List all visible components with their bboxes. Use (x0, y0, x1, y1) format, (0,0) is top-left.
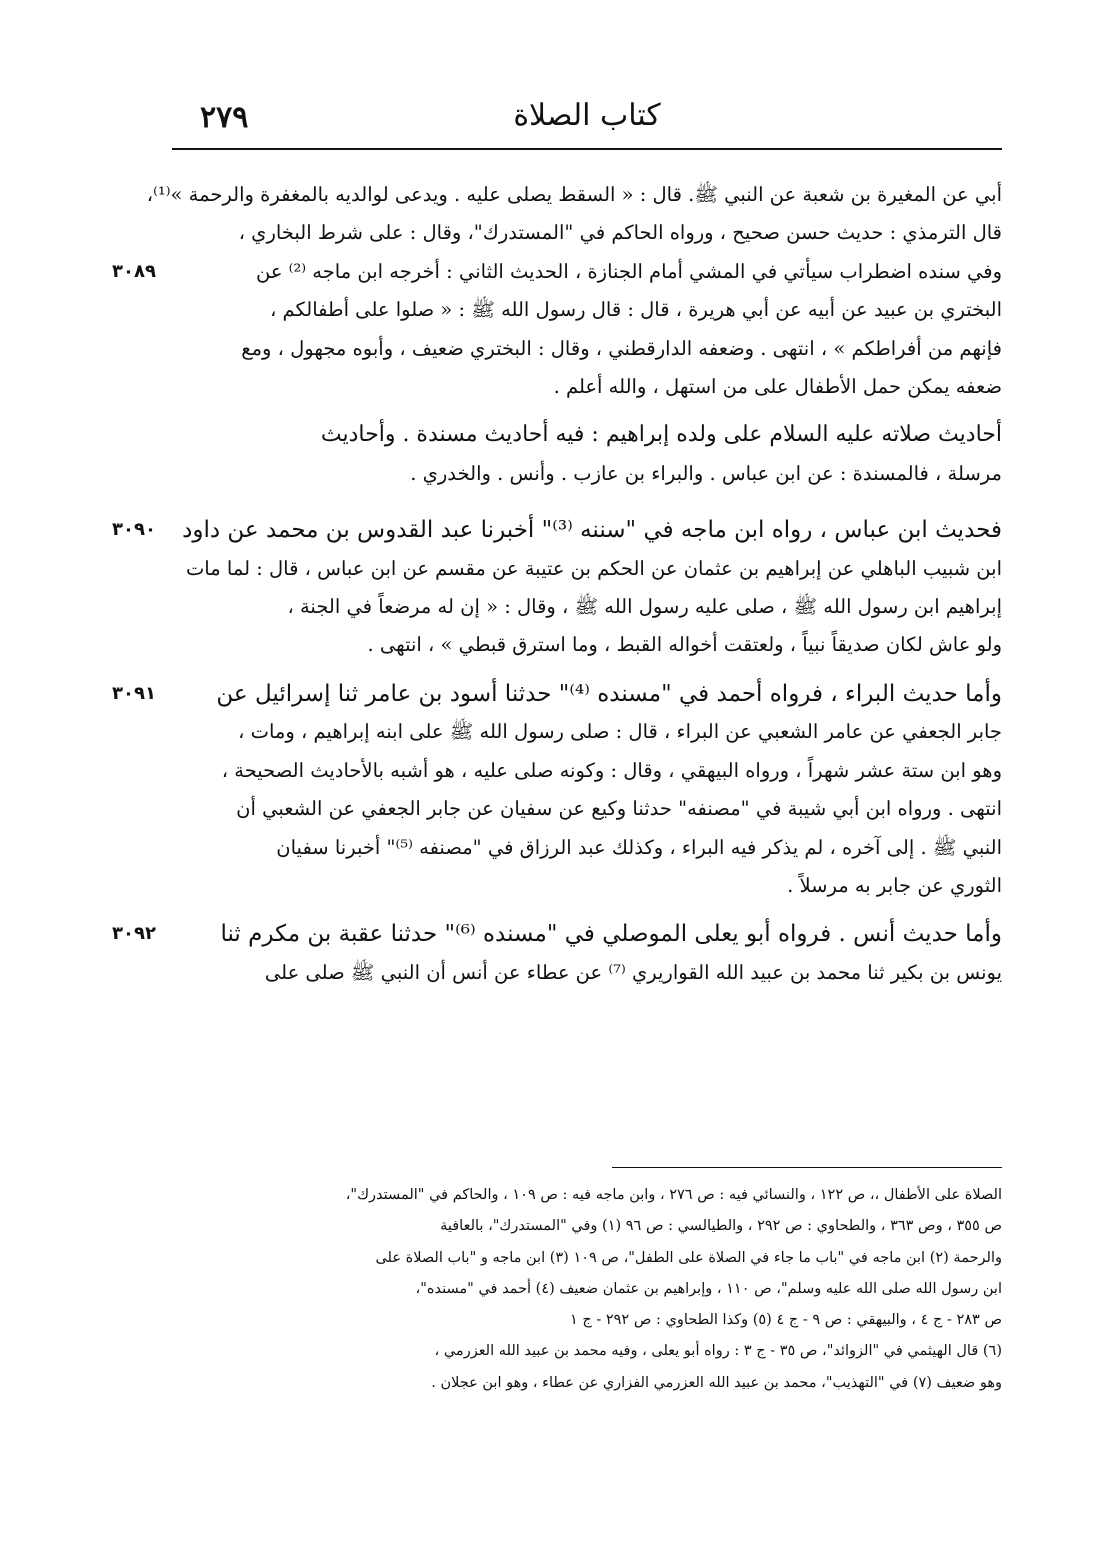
text-line: النبي ﷺ . إلى آخره ، لم يذكر فيه البراء ، وكذلك عبد الرزاق في "مصنفه ⁽⁵⁾" أخبرنا سفيان (276, 835, 1002, 859)
hadith-number: ٣٠٩٢ (112, 923, 156, 945)
paragraph-hadith-anas (112, 915, 1002, 992)
page-number: ٢٧٩ (200, 100, 249, 135)
footnote-line: وهو ضعيف (٧) في "التهذيب"، محمد بن عبيد الله العزرمي الفزاري عن عطاء ، وهو ابن عجلان . (431, 1374, 1002, 1391)
text-line: إبراهيم ابن رسول الله ﷺ ، صلى عليه رسول الله ﷺ ، وقال : « إن له مرضعاً في الجنة ، (287, 595, 1002, 619)
text-line: ولو عاش لكان صديقاً نبياً ، ولعتقت أخواله القبط ، وما استرق قبطي » ، انتهى . (367, 633, 1002, 657)
paragraph-hadith-bara (112, 675, 1002, 905)
footnote-line: والرحمة (٢) ابن ماجه في "باب ما جاء في الصلاة على الطفل"، ص ١٠٩ (٣) ابن ماجه و "باب الصلاة على (375, 1249, 1002, 1266)
text-line: الثوري عن جابر به مرسلاً . (787, 873, 1002, 897)
hadith-number: ٣٠٩٠ (112, 519, 156, 541)
text-line: جابر الجعفي عن عامر الشعبي عن البراء ، قال : صلى رسول الله ﷺ على ابنه إبراهيم ، ومات ، (238, 720, 1002, 744)
footnote-line: ص ٢٨٣ - ج ٤ ، والبيهقي : ص ٩ - ج ٤ (٥) وكذا الطحاوي : ص ٢٩٢ - ج ١ (569, 1312, 1002, 1329)
footnote-line: ص ٣٥٥ ، وص ٣٦٣ ، والطحاوي : ص ٢٩٢ ، والطيالسي : ص ٩٦ (١) وفي "المستدرك"، بالعافية (440, 1218, 1002, 1235)
text-line: ابن شبيب الباهلي عن إبراهيم بن عثمان عن الحكم بن عتيبة عن مقسم عن ابن عباس ، قال : لما مات (185, 556, 1002, 580)
running-title: كتاب الصلاة (513, 98, 661, 133)
text-line: انتهى . ورواه ابن أبي شيبة في "مصنفه" حدثنا وكيع عن سفيان عن جابر الجعفي عن الشعبي أن (236, 797, 1002, 821)
text-line: مرسلة ، فالمسندة : عن ابن عباس . والبراء بن عازب . وأنس . والخدري . (410, 461, 1002, 485)
text-line: ضعفه يمكن حمل الأطفال على من استهل ، والله أعلم . (553, 375, 1002, 399)
text-line: فإنهم من أفراطكم » ، انتهى . وضعفه الدارقطني ، وقال : البختري ضعيف ، وأبوه مجهول ، ومع (241, 336, 1002, 360)
text-line: وفي سنده اضطراب سيأتي في المشي أمام الجنازة ، الحديث الثاني : أخرجه ابن ماجه ⁽²⁾ عن (255, 259, 1002, 283)
text-line: البختري بن عبيد عن أبيه عن أبي هريرة ، قال : قال رسول الله ﷺ : « صلوا على أطفالكم ، (270, 298, 1002, 322)
paragraph-hadith-ibn-abbas (112, 511, 1002, 665)
text-line: يونس بن بكير ثنا محمد بن عبيد الله القواريري ⁽⁷⁾ عن عطاء عن أنس أن النبي ﷺ صلى على (264, 960, 1002, 984)
text-line: وأما حديث أنس . فرواه أبو يعلى الموصلي في "مسنده ⁽⁶⁾" حدثنا عقبة بن مكرم ثنا (220, 921, 1002, 948)
footnote-divider (612, 1167, 1002, 1168)
text-line: قال الترمذي : حديث حسن صحيح ، ورواه الحاكم في "المستدرك"، وقال : على شرط البخاري ، (238, 221, 1002, 245)
page-header (172, 98, 1002, 150)
section-heading-line: أحاديث صلاته عليه السلام على ولده إبراهيم : فيه أحاديث مسندة . وأحاديث (320, 422, 1002, 448)
footnotes (172, 1180, 1002, 1399)
hadith-number: ٣٠٩١ (112, 682, 156, 704)
text-line: وأما حديث البراء ، فرواه أحمد في "مسنده ⁽⁴⁾" حدثنا أسود بن عامر ثنا إسرائيل عن (216, 680, 1002, 707)
body-text (112, 176, 1002, 992)
footnote-line: ابن رسول الله صلى الله عليه وسلم"، ص ١١٠ ، وإبراهيم بن عثمان ضعيف (٤) أحمد في "مسنده"، (415, 1280, 1002, 1297)
paragraph-section-heading (172, 416, 1002, 493)
hadith-number: ٣٠٨٩ (112, 260, 156, 282)
text-line: وهو ابن ستة عشر شهراً ، ورواه البيهقي ، وقال : وكونه صلى عليه ، هو أشبه بالأحاديث الصحيحة ، (221, 758, 1002, 782)
paragraph-intro (112, 176, 1002, 406)
text-line: أبي عن المغيرة بن شعبة عن النبي ﷺ. قال : « السقط يصلى عليه . ويدعى لوالديه بالمغفرة والرحمة »⁽¹⁾، (146, 183, 1002, 206)
footnote-line: (٦) قال الهيثمي في "الزوائد"، ص ٣٥ - ج ٣ : رواه أبو يعلى ، وفيه محمد بن عبيد الله العزرمي ، (434, 1343, 1002, 1360)
footnote-line: الصلاة على الأطفال ،، ص ١٢٢ ، والنسائي فيه : ص ٢٧٦ ، وابن ماجه فيه : ص ١٠٩ ، والحاكم في "المستدرك"، (345, 1187, 1002, 1203)
text-line: فحديث ابن عباس ، رواه ابن ماجه في "سننه ⁽³⁾" أخبرنا عبد القدوس بن محمد عن داود (182, 517, 1002, 544)
